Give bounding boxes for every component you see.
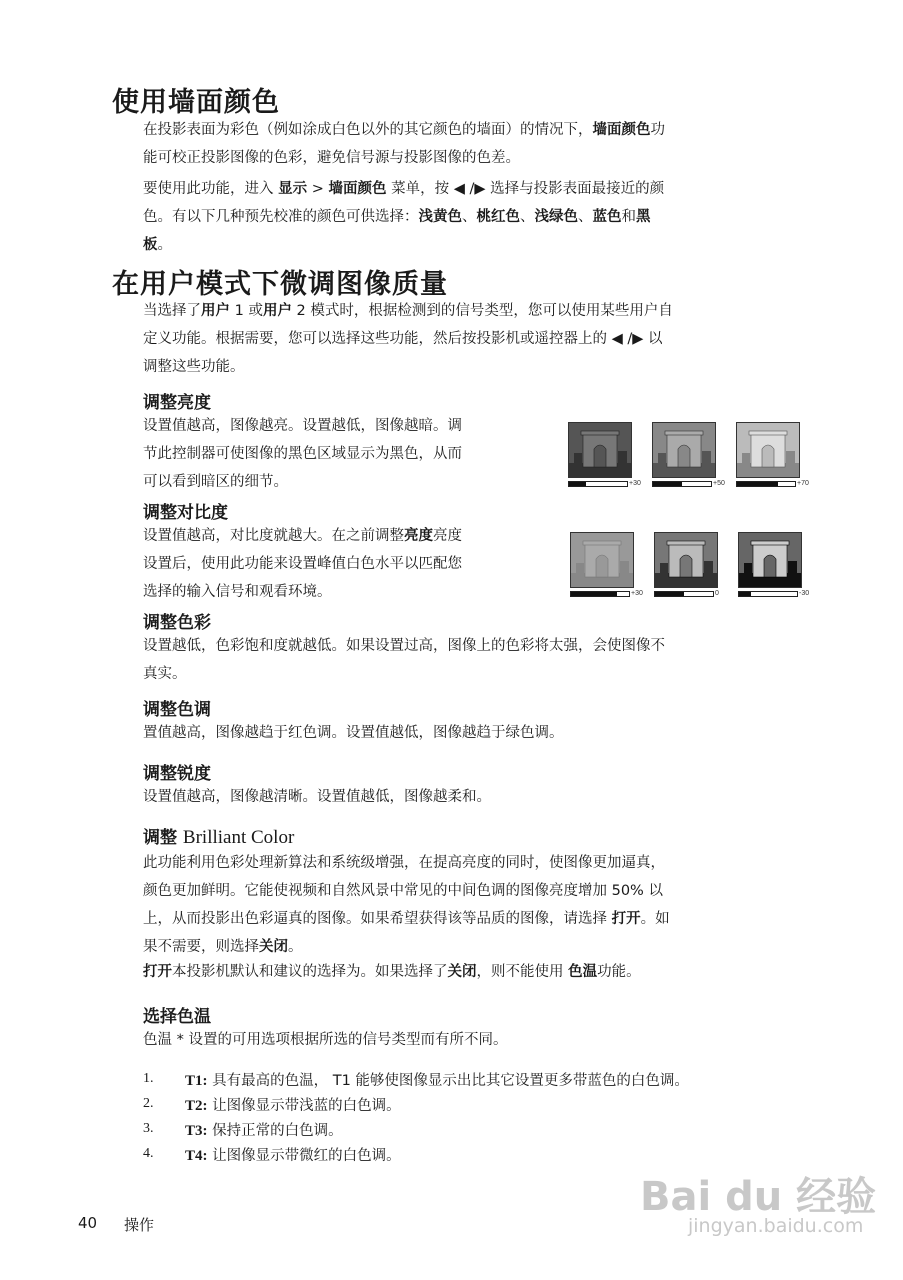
heading-tint: 调整色调 xyxy=(143,700,211,720)
brightness-paragraph: 设置值越高，图像越亮。设置越低，图像越暗。调 节此控制器可使图像的黑色区域显示为黑色，从而 可以看到暗区的细节。 xyxy=(143,418,462,490)
arch-thumbnail xyxy=(570,532,634,588)
arch-thumbnail xyxy=(568,422,632,478)
level-bar-label: 0 xyxy=(715,590,719,597)
level-bar-label: +50 xyxy=(713,480,725,487)
level-bar-fill xyxy=(737,482,778,486)
wall-color-paragraph-2: 要使用此功能，进入 显示 > 墙面颜色 菜单，按 ◀ /▶ 选择与投影表面最接近的颜 色。有以下几种预先校准的颜色可供选择：浅黄色、桃红色、浅绿色、蓝色和黑 板。 xyxy=(143,181,665,253)
tint-paragraph: 置值越高，图像越趋于红色调。设置值越低，图像越趋于绿色调。 xyxy=(143,725,564,741)
level-bar-label: +30 xyxy=(629,480,641,487)
arch-thumbnail xyxy=(738,532,802,588)
color-paragraph: 设置越低，色彩饱和度就越低。如果设置过高，图像上的色彩将太强，会使图像不 真实。 xyxy=(143,638,665,682)
brightness-figure xyxy=(568,422,818,492)
level-bar-fill xyxy=(739,592,751,596)
heading-color-temp: 选择色温 xyxy=(143,1007,211,1027)
section-title-wall-color: 使用墙面颜色 xyxy=(112,87,280,118)
section-title-fine-tune: 在用户模式下微调图像质量 xyxy=(112,269,448,300)
heading-color: 调整色彩 xyxy=(143,613,211,633)
heading-brilliant-color: 调整 Brilliant Color xyxy=(143,827,295,848)
brilliant-paragraph-1: 此功能利用色彩处理新算法和系统级增强，在提高亮度的同时，使图像更加逼真， 颜色更加鲜明。它能使视频和自然风景中常见的中间色调的图像亮度增加 50% 以 上，从而投影出色彩逼真的图像。如果希望获得该等品质的图像，请选择 打开。如 果不需要，则选择关闭。 xyxy=(143,855,670,955)
sharpness-paragraph: 设置值越高，图像越清晰。设置值越低，图像越柔和。 xyxy=(143,789,491,805)
heading-contrast: 调整对比度 xyxy=(143,503,228,523)
watermark-url: jingyan.baidu.com xyxy=(688,1215,864,1237)
level-bar xyxy=(570,591,630,597)
level-bar xyxy=(568,481,628,487)
wall-color-paragraph-1: 在投影表面为彩色（例如涂成白色以外的其它颜色的墙面）的情况下，墙面颜色功 能可校正投影图像的色彩，避免信号源与投影图像的色差。 xyxy=(143,122,665,166)
watermark-brand: Bai du 经验 xyxy=(640,1174,877,1220)
level-bar xyxy=(654,591,714,597)
arch-thumbnail xyxy=(652,422,716,478)
color-temp-paragraph: 色温 * 设置的可用选项根据所选的信号类型而有所不同。 xyxy=(143,1032,508,1048)
brilliant-paragraph-2: 打开本投影机默认和建议的选择为。如果选择了关闭，则不能使用 色温功能。 xyxy=(143,964,641,980)
level-bar-fill xyxy=(655,592,684,596)
level-bar-fill xyxy=(653,482,682,486)
arch-thumbnail xyxy=(654,532,718,588)
footer-section: 操作 xyxy=(124,1216,155,1234)
level-bar xyxy=(736,481,796,487)
level-bar xyxy=(738,591,798,597)
level-bar-fill xyxy=(571,592,617,596)
arch-thumbnail xyxy=(736,422,800,478)
contrast-paragraph: 设置值越高，对比度就越大。在之前调整亮度亮度 设置后，使用此功能来设置峰值白色水平以匹配您 选择的输入信号和观看环境。 xyxy=(143,528,462,600)
heading-sharpness: 调整锐度 xyxy=(143,764,211,784)
level-bar xyxy=(652,481,712,487)
level-bar-label: -30 xyxy=(799,590,810,597)
level-bar-label: +30 xyxy=(631,590,643,597)
fine-tune-paragraph: 当选择了用户 1 或用户 2 模式时，根据检测到的信号类型，您可以使用某些用户自 定义功能。根据需要，您可以选择这些功能，然后按投影机或遥控器上的 ◀ /▶ 以 调整这些功能。 xyxy=(143,303,673,375)
level-bar-fill xyxy=(569,482,586,486)
page-number: 40 xyxy=(78,1214,98,1232)
heading-brightness: 调整亮度 xyxy=(143,393,211,413)
level-bar-label: +70 xyxy=(797,480,809,487)
contrast-figure xyxy=(570,532,820,602)
